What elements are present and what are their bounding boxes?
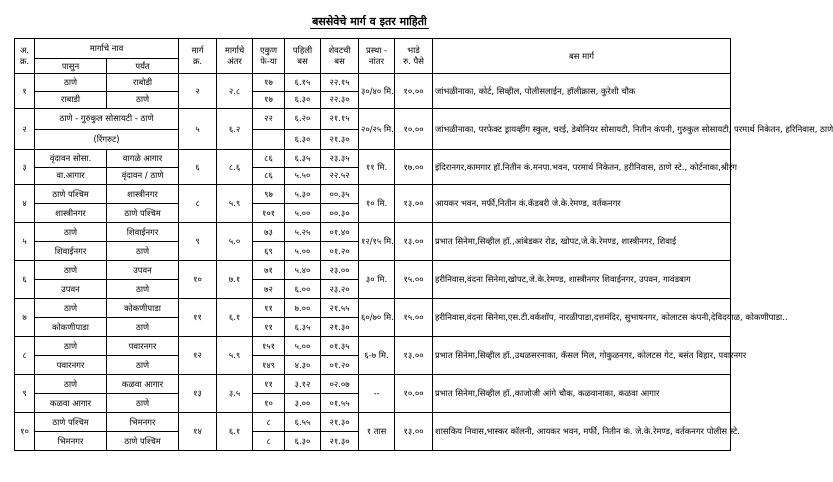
cell-route-from: वा.आगार	[35, 167, 107, 185]
cell-sr: ५	[15, 223, 35, 261]
cell-first-bus: ५.३०	[285, 185, 321, 204]
cell-route-from: वृंदावन सोसा.	[35, 150, 107, 168]
col-header-via: बस मार्ग	[433, 39, 731, 74]
cell-route-from: ठाणे पश्चिम	[35, 413, 107, 432]
table-row	[15, 299, 731, 318]
cell-route-from: ठाणे - गुरुकुल सोसायटी - ठाणे	[35, 109, 179, 130]
table-row	[15, 74, 731, 92]
cell-frequency: ३० मि.	[359, 261, 395, 299]
col-header-frequency: प्रस्था - नांतर	[359, 39, 395, 74]
cell-route-from: कोकणीपाडा	[35, 318, 107, 337]
cell-trips: १५१	[253, 337, 285, 356]
cell-trips: ११	[253, 375, 285, 394]
cell-trips: ९७	[253, 185, 285, 204]
cell-via: प्रभात सिनेमा,सिव्हील हॉ.,काजोजी आंगे चौक, कळवानाका, कळवा आगार	[433, 375, 731, 413]
cell-route-from: ठाणे	[35, 375, 107, 394]
cell-first-bus: ७.००	[285, 299, 321, 318]
cell-first-bus: ४.३०	[285, 356, 321, 375]
cell-last-bus: ००.३५	[321, 185, 359, 204]
cell-route-to: वागळे आगार	[107, 150, 179, 168]
cell-first-bus: ६.५५	[285, 413, 321, 432]
cell-fare: १३.००	[395, 413, 433, 451]
table-row	[15, 109, 731, 130]
col-header-route-no: मार्ग क्र.	[179, 39, 217, 74]
cell-route-from: भिमनगर	[35, 432, 107, 451]
cell-first-bus: ५.००	[285, 204, 321, 223]
cell-route-to: ठाणे	[107, 242, 179, 261]
cell-fare: १३.००	[395, 185, 433, 223]
cell-trips: ८६	[253, 150, 285, 168]
cell-distance: ५.९	[217, 185, 253, 223]
cell-fare: १३.००	[395, 223, 433, 261]
cell-last-bus: २१.३०	[321, 129, 359, 150]
cell-trips: १०१	[253, 204, 285, 223]
cell-via: आयकर भवन, मर्फी,नितीन कं.कॅडबरी जे.के.रेमण्ड, वर्तकनगर	[433, 185, 731, 223]
cell-trips: १४९	[253, 356, 285, 375]
col-header-distance: मार्गाचे अंतर	[217, 39, 253, 74]
cell-trips: २२	[253, 109, 285, 130]
cell-route-to: पवारनगर	[107, 337, 179, 356]
table-row	[15, 413, 731, 432]
cell-frequency: १२/१५ मि.	[359, 223, 395, 261]
cell-route-from: राबाडी	[35, 91, 107, 109]
col-header-fare: भाडे रु. पैसे	[395, 39, 433, 74]
cell-route-no: १०	[179, 261, 217, 299]
cell-first-bus: ५.२५	[285, 223, 321, 242]
cell-route-to: वृंदावन / ठाणे	[107, 167, 179, 185]
cell-last-bus: २२.१५	[321, 74, 359, 92]
cell-distance: ८.६	[217, 150, 253, 185]
cell-via: जांभळीनाका, कोर्ट, सिव्हील, पोलीसलाईन, हॉलीक्रास, कुरेशी चौक	[433, 74, 731, 109]
cell-last-bus: २१.३०	[321, 413, 359, 432]
cell-route-to: ठाणे	[107, 91, 179, 109]
cell-trips: ८६	[253, 167, 285, 185]
cell-route-no: १३	[179, 375, 217, 413]
col-header-first-bus: पहिली बस	[285, 39, 321, 74]
header-row	[15, 39, 731, 59]
cell-first-bus: ५.४०	[285, 261, 321, 280]
cell-sr: ८	[15, 337, 35, 375]
cell-distance: ३.५	[217, 375, 253, 413]
cell-route-to: ठाणे	[107, 280, 179, 299]
cell-sr: १०	[15, 413, 35, 451]
cell-distance: ६.२	[217, 109, 253, 150]
cell-via: प्रभात सिनेमा,सिव्हील हॉ.,आंबेडकर रोड, खोपट,जे.के.रेमण्ड, शास्त्रीनगर, शिवाई	[433, 223, 731, 261]
cell-last-bus: ०२.०७	[321, 375, 359, 394]
col-header-trips: एकुण फे-या	[253, 39, 285, 74]
cell-route-from: उपवन	[35, 280, 107, 299]
cell-route-from: शिवाईनगर	[35, 242, 107, 261]
cell-via: शासकिय निवास,भास्कर कॉलनी, आयकर भवन, मर्फी, नितीन कं. जे.के.रेमण्ड, वर्तकनगर पोलीस स्टे.	[433, 413, 731, 451]
cell-route-to: राबोडी	[107, 74, 179, 92]
cell-trips: ८	[253, 413, 285, 432]
cell-sr: ९	[15, 375, 35, 413]
cell-first-bus: ६.००	[285, 280, 321, 299]
table-row	[15, 223, 731, 242]
cell-last-bus: २१.१५	[321, 109, 359, 130]
cell-first-bus: ५.५०	[285, 167, 321, 185]
cell-last-bus: ०१.२०	[321, 242, 359, 261]
cell-trips	[253, 129, 285, 150]
cell-sr: ६	[15, 261, 35, 299]
col-header-sr: अ. क्र.	[15, 39, 35, 74]
cell-distance: ५.९	[217, 337, 253, 375]
cell-route-no: ९	[179, 223, 217, 261]
page-title: बससेवेचे मार्ग व इतर माहिती	[312, 15, 427, 28]
cell-last-bus: २३.२०	[321, 280, 359, 299]
cell-route-to: ठाणे	[107, 394, 179, 413]
cell-route-to: कोकणीपाडा	[107, 299, 179, 318]
cell-frequency: १ तास	[359, 413, 395, 451]
cell-first-bus: ६.३०	[285, 91, 321, 109]
cell-route-to: भिमनगर	[107, 413, 179, 432]
cell-trips: ७२	[253, 280, 285, 299]
cell-first-bus: ३.००	[285, 394, 321, 413]
table-row	[15, 337, 731, 356]
cell-via: जांभळीनाका, परफेक्ट ड्रायव्हींग स्कुल, चरई, डेबोनियर सोसायटी, नितीन कंपनी, गुरुकुल सोसायटी, परमार्थ निकेतन, हरिनिवास, ठाणे	[433, 109, 731, 150]
cell-last-bus: ००.३०	[321, 204, 359, 223]
cell-distance: ६.१	[217, 299, 253, 337]
cell-first-bus: ५.००	[285, 242, 321, 261]
table-row	[15, 150, 731, 168]
cell-last-bus: २१.३०	[321, 318, 359, 337]
cell-route-no: १४	[179, 413, 217, 451]
cell-route-to: कळवा आगार	[107, 375, 179, 394]
table-body	[15, 74, 833, 451]
cell-route-from: ठाणे	[35, 223, 107, 242]
cell-trips: ८	[253, 432, 285, 451]
cell-route-from: (रिंगरुट)	[35, 129, 179, 150]
cell-sr: २	[15, 109, 35, 150]
cell-last-bus: ०१.५५	[321, 394, 359, 413]
cell-frequency: २०/२५ मि.	[359, 109, 395, 150]
cell-first-bus: ५.००	[285, 337, 321, 356]
cell-trips: ११	[253, 318, 285, 337]
table-row	[15, 185, 731, 204]
cell-first-bus: ३.१२	[285, 375, 321, 394]
cell-last-bus: २२.५२	[321, 167, 359, 185]
cell-route-from: शास्त्रीनगर	[35, 204, 107, 223]
cell-route-no: ८	[179, 185, 217, 223]
cell-fare: १०.००	[395, 74, 433, 109]
cell-via: हरीनिवास,वंदना सिनेमा,एस.टी.वर्कशॉप, नारळीपाडा,दत्तमंदिर, सुभाषनगर, कोलाटस कंपनी,देविदयाळ, कोकणीपाडा..	[433, 299, 731, 337]
cell-route-no: ११	[179, 299, 217, 337]
cell-route-no: १२	[179, 337, 217, 375]
cell-trips: १७	[253, 74, 285, 92]
cell-fare: १५.००	[395, 299, 433, 337]
col-header-route-name: मार्गाचे नाव	[35, 39, 179, 59]
cell-route-to: शिवाईनगर	[107, 223, 179, 242]
cell-last-bus: २३.३५	[321, 150, 359, 168]
cell-route-from: कळवा आगार	[35, 394, 107, 413]
cell-last-bus: ०१.४०	[321, 223, 359, 242]
cell-fare: १३.००	[395, 337, 433, 375]
cell-route-from: ठाणे	[35, 261, 107, 280]
cell-frequency: ३०/४० मि.	[359, 74, 395, 109]
cell-first-bus: ६.३५	[285, 318, 321, 337]
cell-last-bus: २१.३०	[321, 432, 359, 451]
cell-last-bus: २३.००	[321, 261, 359, 280]
cell-fare: १५.००	[395, 261, 433, 299]
cell-frequency: १० मि.	[359, 185, 395, 223]
cell-sr: ४	[15, 185, 35, 223]
col-header-last-bus: शेवटची बस	[321, 39, 359, 74]
col-header-to: पर्यंत	[107, 59, 179, 74]
cell-first-bus: ६.३०	[285, 129, 321, 150]
cell-distance: ७.१	[217, 261, 253, 299]
cell-route-from: ठाणे	[35, 299, 107, 318]
cell-fare: १०.००	[395, 375, 433, 413]
table-row	[15, 261, 731, 280]
cell-frequency: ६०/७० मि.	[359, 299, 395, 337]
cell-trips: १०	[253, 394, 285, 413]
cell-route-from: ठाणे पश्चिम	[35, 185, 107, 204]
cell-fare: १०.००	[395, 109, 433, 150]
cell-distance: २.८	[217, 74, 253, 109]
col-header-from: पासुन	[35, 59, 107, 74]
cell-route-no: ५	[179, 109, 217, 150]
table-row	[15, 375, 731, 394]
cell-sr: ३	[15, 150, 35, 185]
cell-route-no: २	[179, 74, 217, 109]
cell-trips: ११	[253, 299, 285, 318]
bus-route-table	[14, 38, 833, 451]
cell-route-no: ६	[179, 150, 217, 185]
cell-last-bus: ०१.३५	[321, 337, 359, 356]
cell-first-bus: ६.३५	[285, 150, 321, 168]
cell-route-from: ठाणे	[35, 74, 107, 92]
cell-route-to: ठाणे	[107, 318, 179, 337]
cell-via: इंदिरानगर,कामगार हॉ.नितीन कं.मनपा.भवन, परमार्थ निकेतन, हरीनिवास, ठाणे स्टे., कोर्टनाका,श्रीरंग	[433, 150, 731, 185]
cell-via: प्रभात सिनेमा,सिव्हील हॉ.,उथळसरनाका, कॅसल मिल, गोकुळनगर, कोलटस गेट, बसंत विहार, पवारनगर	[433, 337, 731, 375]
cell-trips: ७३	[253, 223, 285, 242]
cell-first-bus: ६.३०	[285, 432, 321, 451]
cell-via: हरीनिवास,वंदना सिनेमा,खोपट,जे.के.रेमण्ड, शास्त्रीनगर शिवाईनगर, उपवन, गावंडबाग	[433, 261, 731, 299]
cell-route-to: शास्त्रीनगर	[107, 185, 179, 204]
cell-distance: ६.१	[217, 413, 253, 451]
cell-route-from: ठाणे	[35, 337, 107, 356]
cell-route-to: उपवन	[107, 261, 179, 280]
cell-route-to: ठाणे पश्चिम	[107, 204, 179, 223]
cell-trips: १७	[253, 91, 285, 109]
cell-route-to: ठाणे पश्चिम	[107, 432, 179, 451]
cell-sr: १	[15, 74, 35, 109]
cell-frequency: ६-७ मि.	[359, 337, 395, 375]
cell-distance: ५.०	[217, 223, 253, 261]
cell-last-bus: ०१.२०	[321, 356, 359, 375]
cell-frequency: --	[359, 375, 395, 413]
cell-first-bus: ६.२०	[285, 109, 321, 130]
cell-fare: १७.००	[395, 150, 433, 185]
cell-route-from: पवारनगर	[35, 356, 107, 375]
cell-trips: ६९	[253, 242, 285, 261]
cell-trips: ७१	[253, 261, 285, 280]
cell-route-to: ठाणे	[107, 356, 179, 375]
cell-sr: ७	[15, 299, 35, 337]
cell-last-bus: २२.३०	[321, 91, 359, 109]
cell-first-bus: ६.१५	[285, 74, 321, 92]
cell-last-bus: २१.५५	[321, 299, 359, 318]
cell-frequency: ११ मि.	[359, 150, 395, 185]
